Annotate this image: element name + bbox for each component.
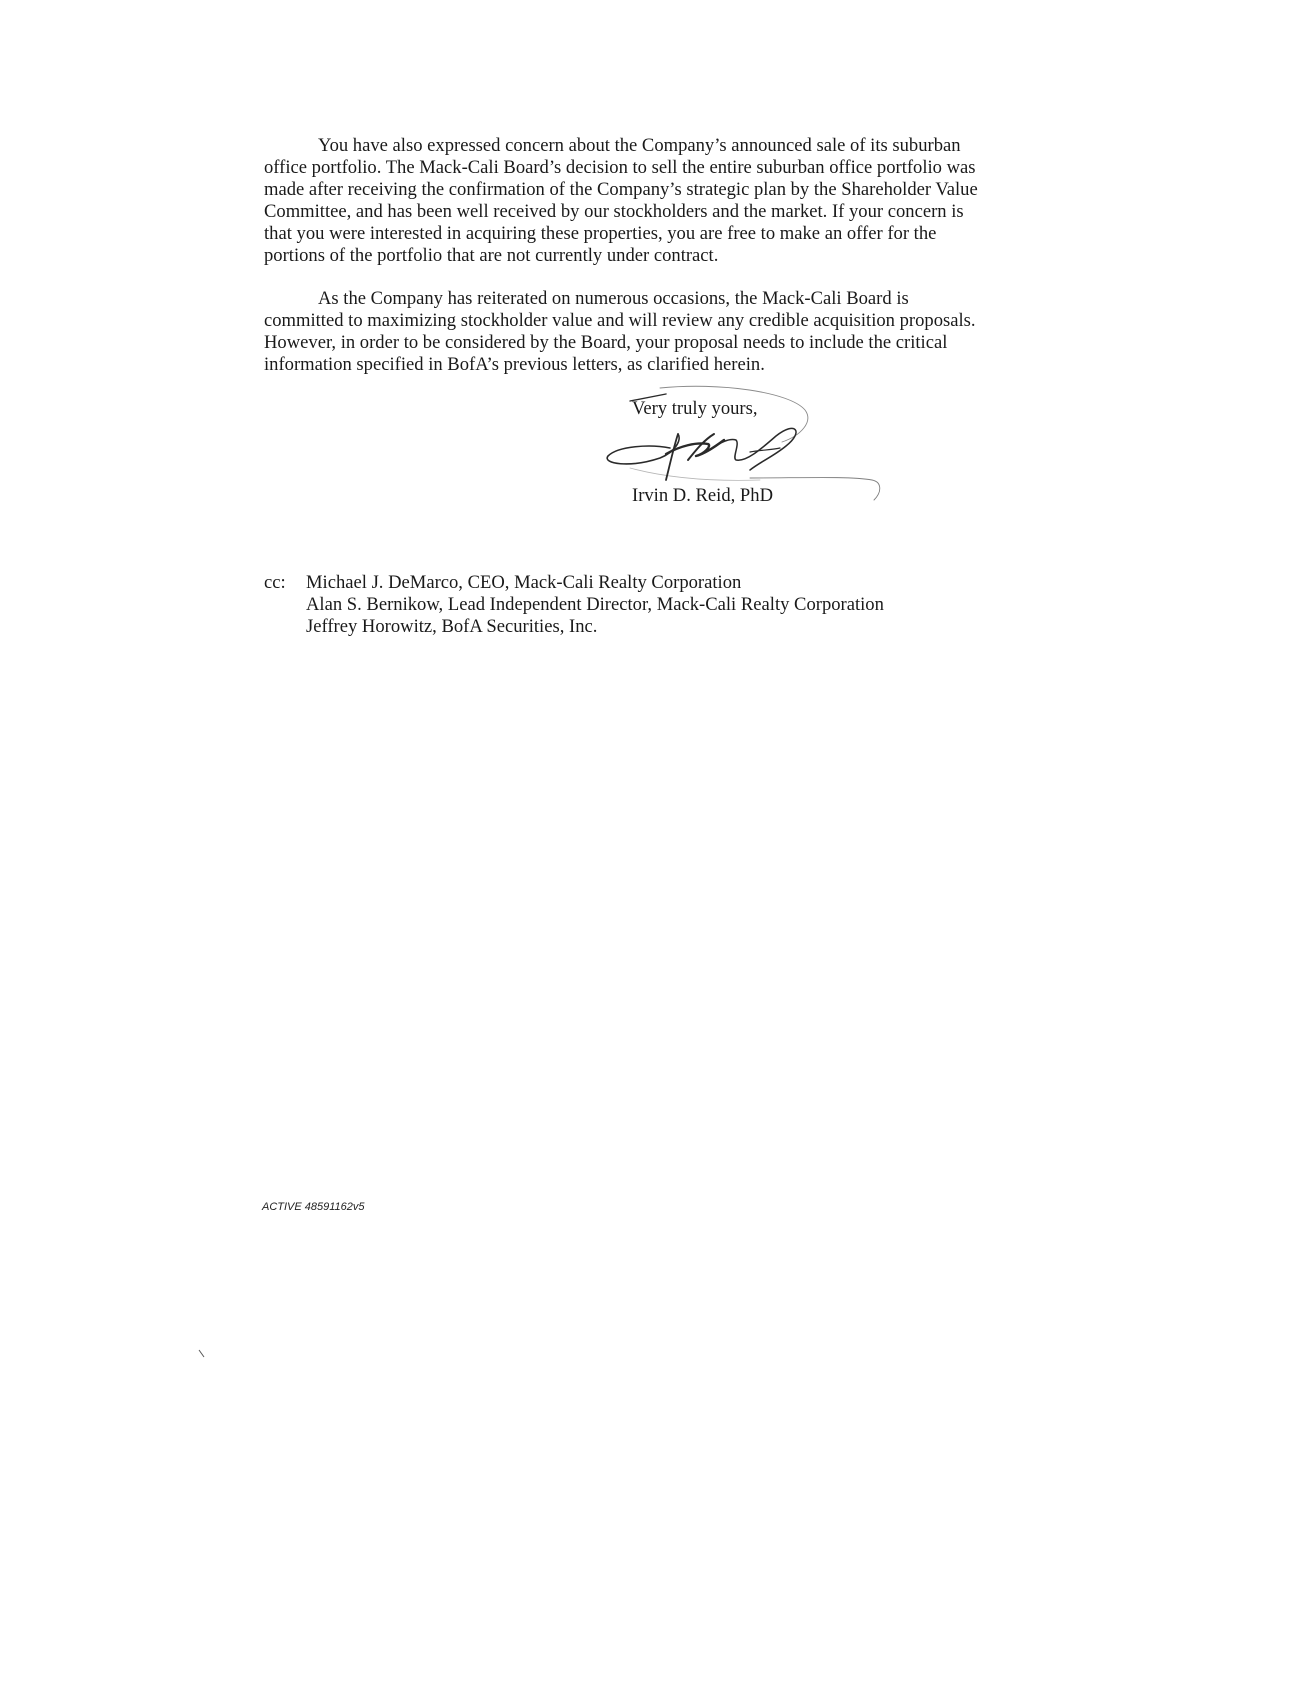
cc-recipient: Jeffrey Horowitz, BofA Securities, Inc. xyxy=(306,616,598,637)
cc-recipient-list xyxy=(306,572,884,638)
cc-recipient: Michael J. DeMarco, CEO, Mack-Cali Realty Corporation xyxy=(306,572,742,593)
paragraph-line: You have also expressed concern about the Company’s announced sale of its suburban xyxy=(318,135,961,156)
cc-label: cc: xyxy=(264,572,286,593)
signer-name: Irvin D. Reid, PhD xyxy=(632,485,773,506)
paragraph-line: that you were interested in acquiring these properties, you are free to make an offer for the xyxy=(264,223,937,244)
complimentary-closing: Very truly yours, xyxy=(632,398,758,419)
body-paragraph-board-commitment xyxy=(264,288,1024,376)
scan-mark xyxy=(197,1349,207,1359)
paragraph-line: Committee, and has been well received by our stockholders and the market. If your concern is xyxy=(264,201,964,222)
body-paragraph-sale-concern xyxy=(264,135,1024,267)
paragraph-line: committed to maximizing stockholder value and will review any credible acquisition proposals. xyxy=(264,310,976,331)
paragraph-line: As the Company has reiterated on numerous occasions, the Mack-Cali Board is xyxy=(318,288,909,309)
paragraph-line: made after receiving the confirmation of the Company’s strategic plan by the Shareholder Value xyxy=(264,179,978,200)
paragraph-line: portions of the portfolio that are not currently under contract. xyxy=(264,245,719,266)
paragraph-line: However, in order to be considered by the Board, your proposal needs to include the critical xyxy=(264,332,948,353)
cc-recipient: Alan S. Bernikow, Lead Independent Director, Mack-Cali Realty Corporation xyxy=(306,594,884,615)
paragraph-line: office portfolio. The Mack-Cali Board’s decision to sell the entire suburban office portfolio was xyxy=(264,157,976,178)
paragraph-line: information specified in BofA’s previous letters, as clarified herein. xyxy=(264,354,765,375)
document-id: ACTIVE 48591162v5 xyxy=(262,1201,365,1213)
